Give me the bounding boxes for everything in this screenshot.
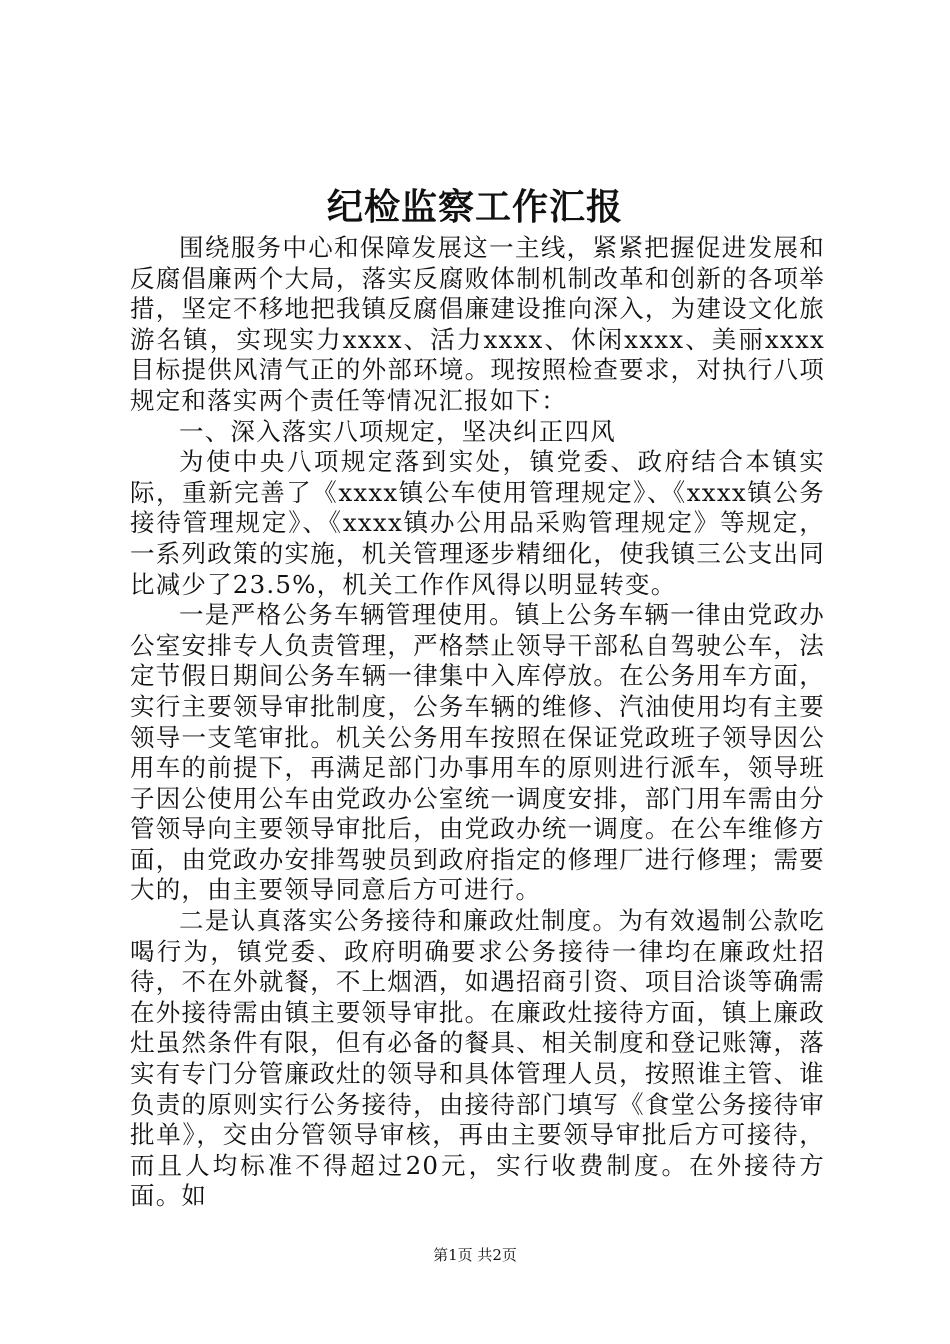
paragraph-regulations: 为使中央八项规定落到实处，镇党委、政府结合本镇实际，重新完善了《xxxx镇公车使用管理规定》、《xxxx镇公务接待管理规定》、《xxxx镇办公用品采购管理规定》等规定，一系列政策的实施，机关管理逐步精细化，使我镇三公支出同比减少了23.5%，机关工作作风得以明显转变。 <box>130 447 825 599</box>
document-body <box>130 233 825 1212</box>
paragraph-vehicles: 一是严格公务车辆管理使用。镇上公务车辆一律由党政办公室安排专人负责管理，严格禁止领导干部私自驾驶公车，法定节假日期间公务车辆一律集中入库停放。在公务用车方面，实行主要领导审批制度，公务车辆的维修、汽油使用均有主要领导一支笔审批。机关公务用车按照在保证党政班子领导因公用车的前提下，再满足部门办事用车的原则进行派车，领导班子因公使用公车由党政办公室统一调度安排，部门用车需由分管领导向主要领导审批后，由党政办统一调度。在公车维修方面，由党政办安排驾驶员到政府指定的修理厂进行修理；需要大的，由主要领导同意后方可进行。 <box>130 600 825 905</box>
page-footer: 第1页 共2页 <box>433 1246 517 1264</box>
document-title: 纪检监察工作汇报 <box>326 186 623 228</box>
section-heading-1: 一、深入落实八项规定，坚决纠正四风 <box>179 416 616 446</box>
paragraph-reception: 二是认真落实公务接待和廉政灶制度。为有效遏制公款吃喝行为，镇党委、政府明确要求公务接待一律均在廉政灶招待，不在外就餐，不上烟酒，如遇招商引资、项目洽谈等确需在外接待需由镇主要领导审批。在廉政灶接待方面，镇上廉政灶虽然条件有限，但有必备的餐具、相关制度和登记账簿，落实有专门分管廉政灶的领导和具体管理人员，按照谁主管、谁负责的原则实行公务接待，由接待部门填写《食堂公务接待审批单》，交由分管领导审核，再由主要领导审批后方可接待，而且人均标准不得超过20元，实行收费制度。在外接待方面。如 <box>130 906 825 1211</box>
paragraph-intro: 围绕服务中心和保障发展这一主线，紧紧把握促进发展和反腐倡廉两个大局，落实反腐败体制机制改革和创新的各项举措，坚定不移地把我镇反腐倡廉建设推向深入，为建设文化旅游名镇，实现实力xxxx、活力xxxx、休闲xxxx、美丽xxxx目标提供风清气正的外部环境。现按照检查要求，对执行八项规定和落实两个责任等情况汇报如下： <box>130 233 825 415</box>
